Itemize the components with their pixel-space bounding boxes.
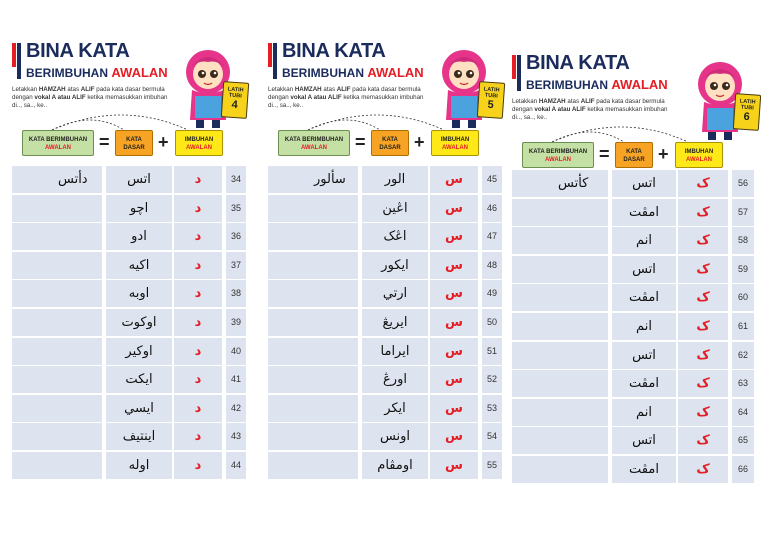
kata-dasar-cell: ايريڠ <box>362 309 428 336</box>
row-number: 42 <box>226 395 246 422</box>
kata-dasar-cell: اوکوت <box>106 309 172 336</box>
instruction-text: Letakkan HAMZAH atas ALIF pada kata dasar bermula dengan vokal A atau ALIF ketika memasukkan imbuhan di.., sa.., ke.. <box>512 98 668 121</box>
answer-cell[interactable] <box>512 342 608 369</box>
latih-tubi-sign: LATIH TUBI 5 <box>477 81 505 119</box>
answer-cell[interactable] <box>12 252 102 279</box>
row-number: 48 <box>482 252 502 279</box>
row-number: 34 <box>226 166 246 193</box>
answer-cell[interactable]: دأتس <box>12 166 102 193</box>
row-number: 35 <box>226 195 246 222</box>
imbuhan-cell: س <box>430 309 478 336</box>
kata-dasar-cell: ادو <box>106 223 172 250</box>
answer-cell[interactable] <box>268 280 358 307</box>
answer-cell[interactable] <box>268 309 358 336</box>
kata-dasar-cell: اوبه <box>106 280 172 307</box>
row-number: 49 <box>482 280 502 307</box>
answer-cell[interactable] <box>268 423 358 450</box>
kata-dasar-cell: اتس <box>612 256 676 283</box>
answer-cell[interactable] <box>512 456 608 483</box>
answer-cell[interactable] <box>512 256 608 283</box>
kata-dasar-cell: ايکور <box>362 252 428 279</box>
plus-sign: + <box>414 132 425 152</box>
kata-dasar-cell: امڤت <box>612 199 676 226</box>
equals-sign: = <box>99 132 110 152</box>
imbuhan-cell: س <box>430 166 478 193</box>
formula-row <box>522 142 744 170</box>
imbuhan-cell: ک <box>678 284 728 311</box>
kata-dasar-cell: ايسي <box>106 395 172 422</box>
answer-cell[interactable] <box>512 284 608 311</box>
answer-cell[interactable] <box>512 427 608 454</box>
answer-cell[interactable] <box>268 452 358 479</box>
imbuhan-cell: د <box>174 452 222 479</box>
kata-dasar-cell: الور <box>362 166 428 193</box>
imbuhan-awalan-box: IMBUHAN AWALAN <box>431 130 479 156</box>
row-number: 58 <box>732 227 754 254</box>
panel-header <box>268 38 504 166</box>
title-accent-bars <box>12 43 22 79</box>
imbuhan-cell: ک <box>678 342 728 369</box>
kata-dasar-box: KATA DASAR <box>615 142 653 168</box>
kata-dasar-cell: اورڠ <box>362 366 428 393</box>
row-number: 43 <box>226 423 246 450</box>
instruction-text: Letakkan HAMZAH atas ALIF pada kata dasar bermula dengan vokal A atau ALIF ketika memasukkan imbuhan di.., sa.., ke.. <box>12 86 168 109</box>
imbuhan-cell: س <box>430 223 478 250</box>
answer-cell[interactable] <box>512 199 608 226</box>
row-number: 61 <box>732 313 754 340</box>
kata-dasar-cell: انم <box>612 399 676 426</box>
imbuhan-cell: ک <box>678 370 728 397</box>
worksheet-panel-4 <box>12 38 248 473</box>
answer-cell[interactable] <box>512 313 608 340</box>
worksheet-panel-5 <box>268 38 504 473</box>
kata-dasar-cell: اڠين <box>362 195 428 222</box>
page-subtitle: BERIMBUHAN AWALAN <box>526 77 668 92</box>
imbuhan-cell: ک <box>678 313 728 340</box>
row-number: 60 <box>732 284 754 311</box>
row-number: 52 <box>482 366 502 393</box>
kata-dasar-cell: اومڤام <box>362 452 428 479</box>
kata-dasar-cell: ايکت <box>106 366 172 393</box>
kata-dasar-cell: ايکر <box>362 395 428 422</box>
kata-dasar-cell: انم <box>612 227 676 254</box>
kata-dasar-cell: انم <box>612 313 676 340</box>
imbuhan-cell: د <box>174 195 222 222</box>
plus-sign: + <box>158 132 169 152</box>
answer-cell[interactable] <box>12 338 102 365</box>
row-number: 40 <box>226 338 246 365</box>
imbuhan-cell: د <box>174 366 222 393</box>
kata-berimbuhan-box: KATA BERIMBUHAN AWALAN <box>22 130 94 156</box>
imbuhan-awalan-box: IMBUHAN AWALAN <box>675 142 723 168</box>
imbuhan-cell: د <box>174 395 222 422</box>
imbuhan-cell: ک <box>678 227 728 254</box>
kata-dasar-cell: اتس <box>612 170 676 197</box>
row-number: 64 <box>732 399 754 426</box>
answer-cell[interactable] <box>268 195 358 222</box>
imbuhan-cell: س <box>430 395 478 422</box>
equals-sign: = <box>599 144 610 164</box>
imbuhan-cell: س <box>430 252 478 279</box>
kata-dasar-box: KATA DASAR <box>371 130 409 156</box>
row-number: 38 <box>226 280 246 307</box>
kata-berimbuhan-box: KATA BERIMBUHAN AWALAN <box>278 130 350 156</box>
answer-cell[interactable] <box>268 366 358 393</box>
row-number: 56 <box>732 170 754 197</box>
title-accent-bars <box>512 55 522 91</box>
row-number: 65 <box>732 427 754 454</box>
imbuhan-cell: د <box>174 309 222 336</box>
plus-sign: + <box>658 144 669 164</box>
imbuhan-cell: د <box>174 166 222 193</box>
row-number: 41 <box>226 366 246 393</box>
imbuhan-cell: د <box>174 280 222 307</box>
imbuhan-cell: س <box>430 338 478 365</box>
row-number: 44 <box>226 452 246 479</box>
row-number: 36 <box>226 223 246 250</box>
imbuhan-cell: ک <box>678 399 728 426</box>
equals-sign: = <box>355 132 366 152</box>
panel-header <box>12 38 248 166</box>
answer-cell[interactable]: کأتس <box>512 170 608 197</box>
imbuhan-cell: د <box>174 252 222 279</box>
row-number: 50 <box>482 309 502 336</box>
answer-cell[interactable] <box>12 309 102 336</box>
kata-dasar-cell: اوله <box>106 452 172 479</box>
row-number: 57 <box>732 199 754 226</box>
kata-dasar-cell: اکيه <box>106 252 172 279</box>
kata-dasar-box: KATA DASAR <box>115 130 153 156</box>
kata-dasar-cell: ارتي <box>362 280 428 307</box>
row-number: 55 <box>482 452 502 479</box>
row-number: 39 <box>226 309 246 336</box>
kata-dasar-cell: اتس <box>612 342 676 369</box>
kata-dasar-cell: اتس <box>106 166 172 193</box>
imbuhan-cell: ک <box>678 256 728 283</box>
imbuhan-cell: د <box>174 423 222 450</box>
imbuhan-cell: س <box>430 452 478 479</box>
kata-dasar-cell: امڤت <box>612 370 676 397</box>
answer-cell[interactable] <box>12 223 102 250</box>
answer-cell[interactable] <box>512 399 608 426</box>
kata-berimbuhan-box: KATA BERIMBUHAN AWALAN <box>522 142 594 168</box>
latih-tubi-sign: LATIH TUBI 6 <box>733 93 761 131</box>
imbuhan-cell: ک <box>678 456 728 483</box>
row-number: 47 <box>482 223 502 250</box>
imbuhan-cell: س <box>430 195 478 222</box>
answer-cell[interactable] <box>512 227 608 254</box>
formula-row <box>278 130 500 158</box>
answer-cell[interactable]: سألور <box>268 166 358 193</box>
kata-dasar-cell: اوکير <box>106 338 172 365</box>
row-number: 37 <box>226 252 246 279</box>
kata-dasar-cell: اينتيف <box>106 423 172 450</box>
panel-header <box>512 50 760 170</box>
kata-dasar-cell: اونس <box>362 423 428 450</box>
answer-cell[interactable] <box>268 395 358 422</box>
row-number: 53 <box>482 395 502 422</box>
instruction-text: Letakkan HAMZAH atas ALIF pada kata dasar bermula dengan vokal A atau ALIF ketika memasukkan imbuhan di.., sa.., ke.. <box>268 86 424 109</box>
imbuhan-cell: د <box>174 223 222 250</box>
answer-cell[interactable] <box>268 223 358 250</box>
row-number: 46 <box>482 195 502 222</box>
answer-cell[interactable] <box>12 423 102 450</box>
page-subtitle: BERIMBUHAN AWALAN <box>26 65 168 80</box>
formula-row <box>22 130 244 158</box>
row-number: 59 <box>732 256 754 283</box>
imbuhan-cell: س <box>430 423 478 450</box>
kata-dasar-cell: اڠک <box>362 223 428 250</box>
answer-cell[interactable] <box>12 280 102 307</box>
imbuhan-cell: س <box>430 280 478 307</box>
imbuhan-cell: ک <box>678 427 728 454</box>
imbuhan-cell: د <box>174 338 222 365</box>
page-title: BINA KATA <box>282 40 386 62</box>
imbuhan-awalan-box: IMBUHAN AWALAN <box>175 130 223 156</box>
row-number: 51 <box>482 338 502 365</box>
answer-cell[interactable] <box>268 338 358 365</box>
latih-tubi-sign: LATIH TUBI 4 <box>221 81 249 119</box>
kata-dasar-cell: امڤت <box>612 456 676 483</box>
page-subtitle: BERIMBUHAN AWALAN <box>282 65 424 80</box>
answer-cell[interactable] <box>12 195 102 222</box>
kata-dasar-cell: امڤت <box>612 284 676 311</box>
row-number: 45 <box>482 166 502 193</box>
answer-cell[interactable] <box>268 252 358 279</box>
row-number: 66 <box>732 456 754 483</box>
kata-dasar-cell: اتس <box>612 427 676 454</box>
row-number: 62 <box>732 342 754 369</box>
kata-dasar-cell: ايراما <box>362 338 428 365</box>
worksheet-panel-6 <box>512 50 760 477</box>
imbuhan-cell: ک <box>678 199 728 226</box>
answer-cell[interactable] <box>12 452 102 479</box>
page-title: BINA KATA <box>26 40 130 62</box>
row-number: 63 <box>732 370 754 397</box>
row-number: 54 <box>482 423 502 450</box>
answer-cell[interactable] <box>12 395 102 422</box>
answer-cell[interactable] <box>512 370 608 397</box>
title-accent-bars <box>268 43 278 79</box>
answer-cell[interactable] <box>12 366 102 393</box>
page-title: BINA KATA <box>526 52 630 74</box>
imbuhan-cell: ک <box>678 170 728 197</box>
imbuhan-cell: س <box>430 366 478 393</box>
kata-dasar-cell: اچو <box>106 195 172 222</box>
